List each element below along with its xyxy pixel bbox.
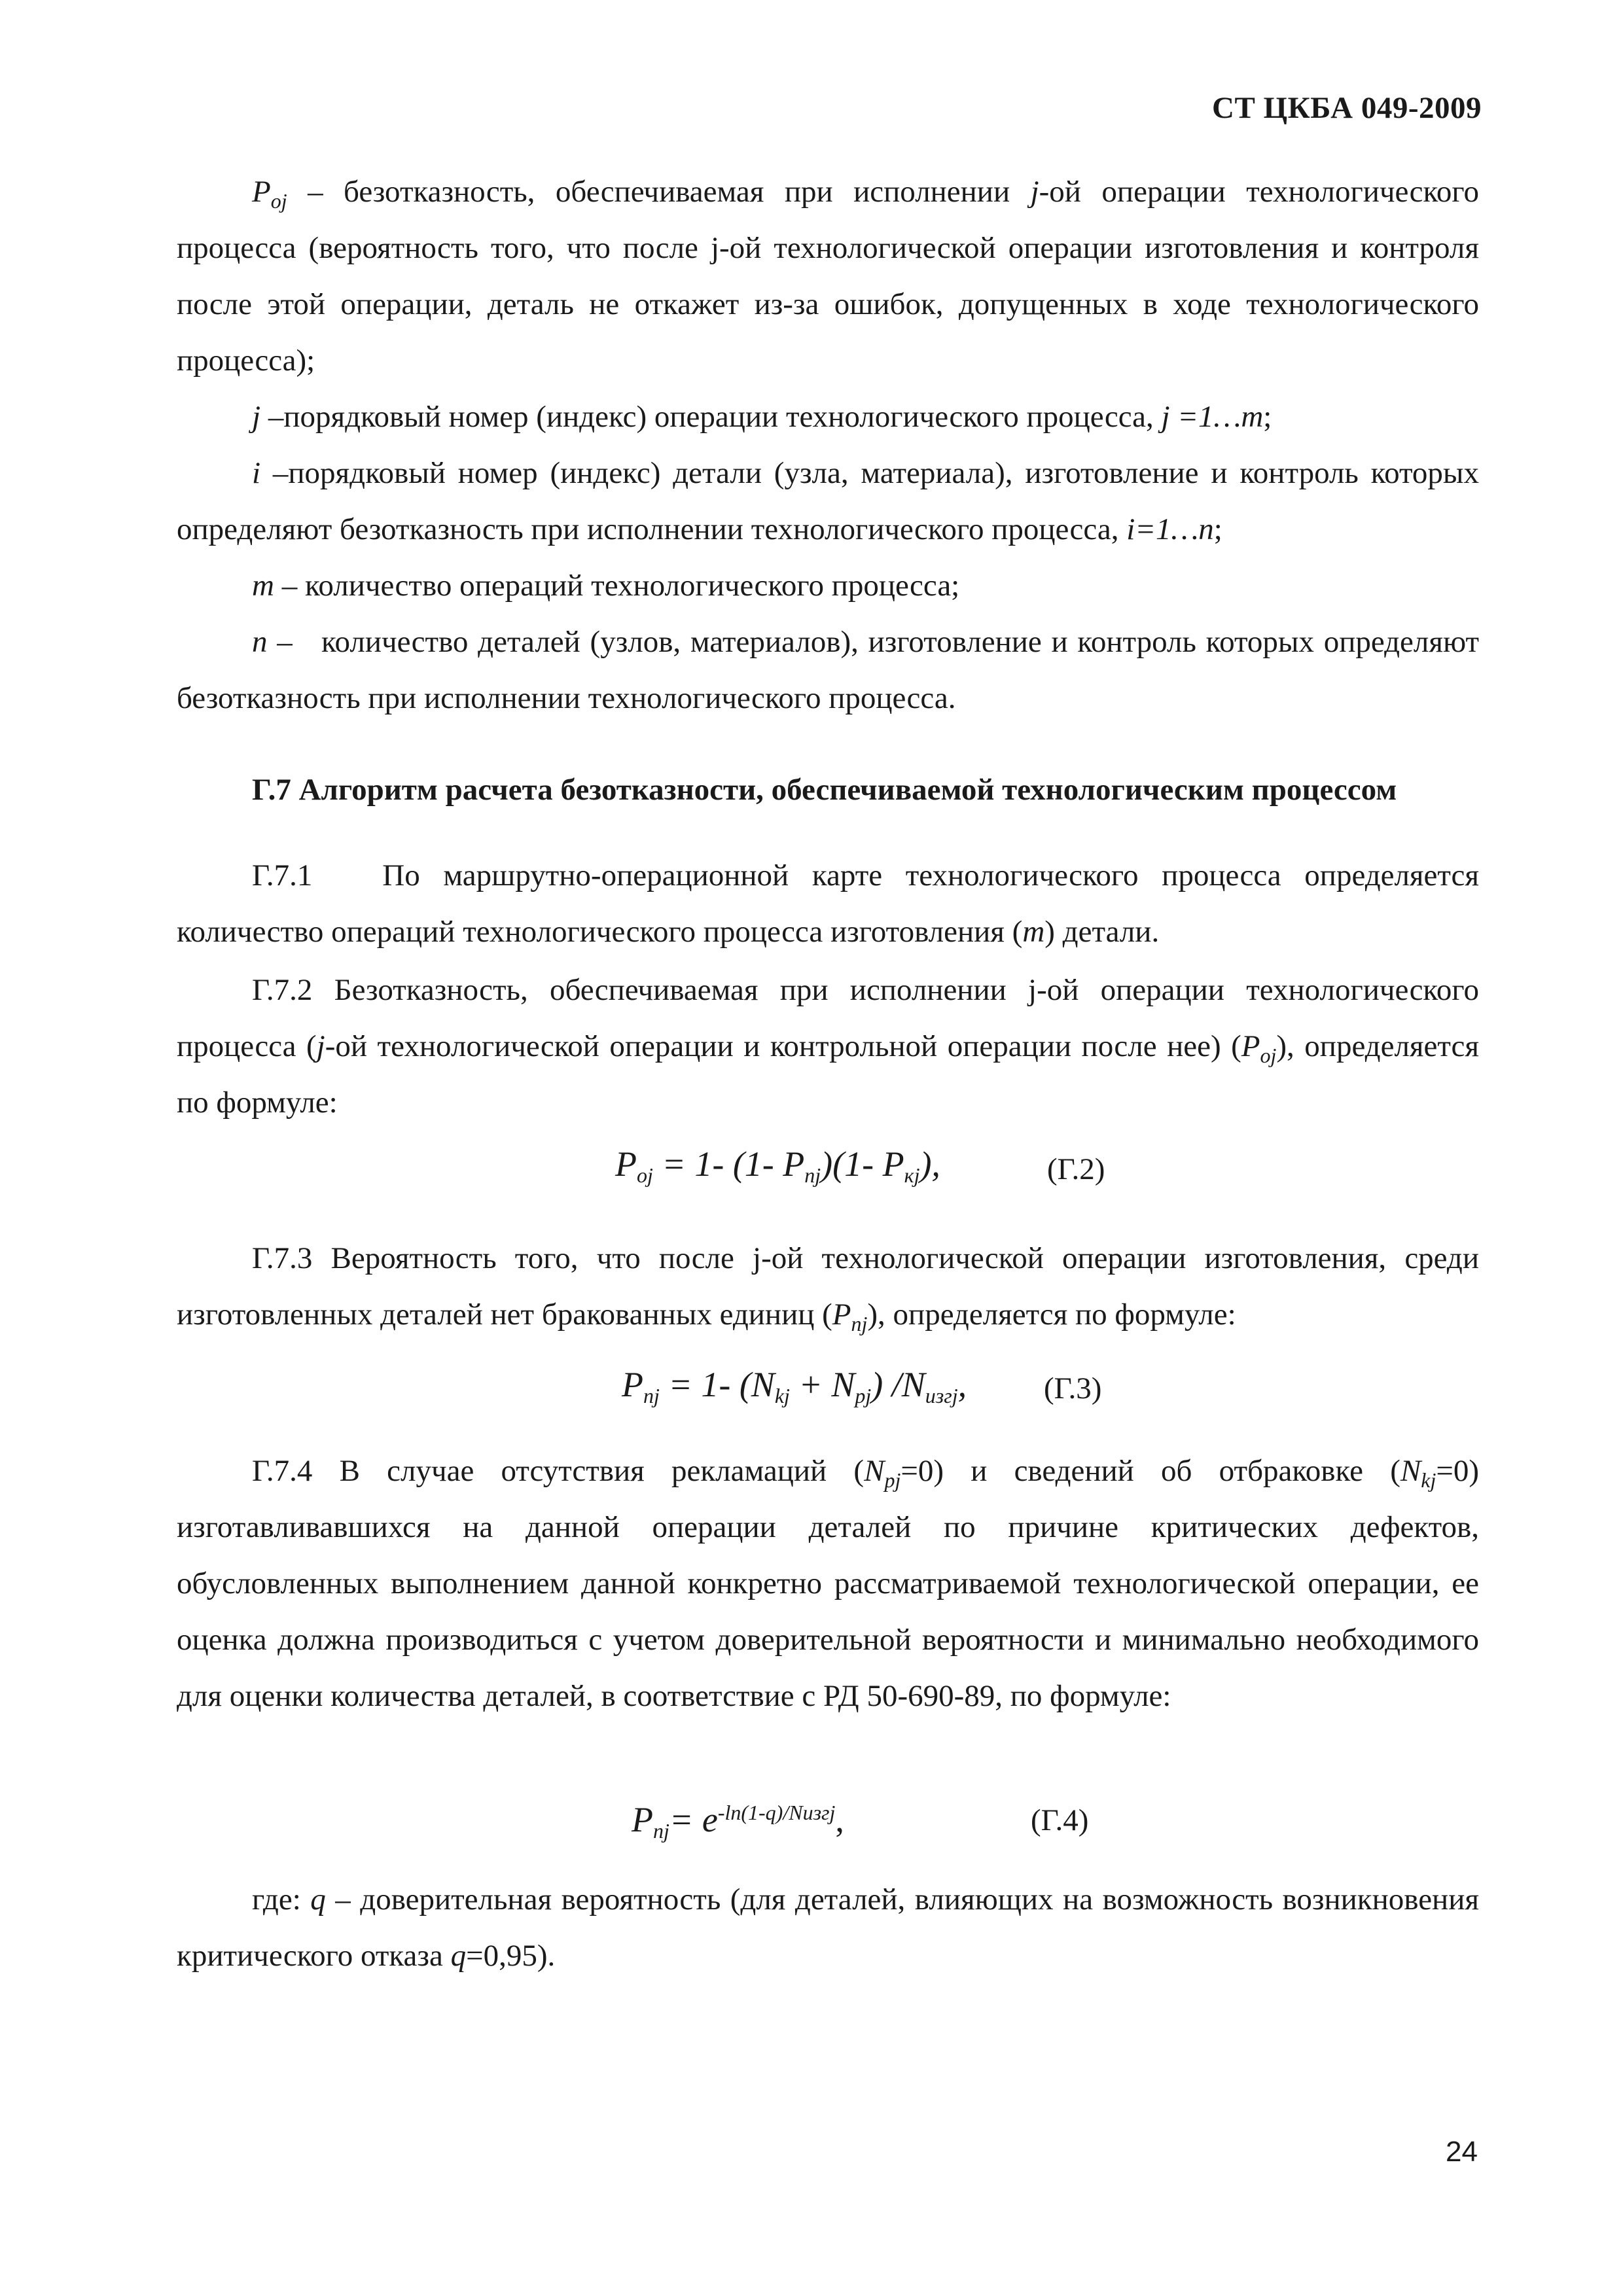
- formula-g2-number: (Г.2): [1047, 1152, 1105, 1186]
- paragraph-g73: Г.7.3 Вероятность того, что после j-ой технологической операции изготовления, среди изготовленных деталей нет бракованных единиц $(P_{nj})$, определяется по формуле:: [177, 1241, 1479, 1335]
- formula-g4: $P_{nj}= e^{-ln(1-q)/Nизгj}$,: [632, 1800, 844, 1843]
- formula-g4-number: (Г.4): [1031, 1803, 1089, 1837]
- definition-p-oj: $P_{oj}$ – безотказность, обеспечиваемая при исполнении j-ой операции технологического процесса (вероятность того, что после j-ой технологической операции изготовления и контроля после этой операции, деталь не откажет из-за ошибок, допущенных в ходе технологического процесса);: [177, 175, 1480, 378]
- page-number: 24: [1446, 2136, 1478, 2168]
- paragraph-g74: Г.7.4 В случае отсутствия рекламаций $(N_{pj}=0)$ и сведений об отбраковке $(N_{kj}=0)$ изготавливавшихся на данной операции деталей по причине критических дефектов, обусловленных выполнением данной конкретно рассматриваемой технологической операции, ее оценка должна производиться с учетом доверительной вероятности и минимально необходимого для оценки количества деталей, в соответствие с РД 50-690-89, по формуле:: [177, 1454, 1479, 1713]
- definitions-block: [177, 164, 1479, 726]
- paragraph-g72: Г.7.2 Безотказность, обеспечиваемая при исполнении j-ой операции технологического процесса (j-ой технологической операции и контрольной операции после нее) $(P_{oj})$, определяется по формуле:: [177, 973, 1479, 1120]
- document-code: СТ ЦКБА 049-2009: [1212, 91, 1482, 125]
- definition-n: n – количество деталей (узлов, материалов), изготовление и контроль которых определяют безотказность при исполнении технологического процесса.: [177, 625, 1480, 715]
- definition-i: i –порядковый номер (индекс) детали (узла, материала), изготовление и контроль которых определяют безотказность при исполнении технологического процесса, i=1…n;: [177, 456, 1479, 546]
- paragraph-where: где: q – доверительная вероятность (для деталей, влияющих на возможность возникновения критического отказа q=0,95).: [177, 1882, 1479, 1973]
- paragraph-g71: Г.7.1 По маршрутно-операционной карте технологического процесса определяется количество операций технологического процесса изготовления (m) детали.: [177, 858, 1479, 949]
- definition-m: m – количество операций технологического процесса;: [252, 569, 960, 603]
- definition-j: j –порядковый номер (индекс) операции технологического процесса, j =1…m;: [252, 400, 1272, 434]
- formula-g2: $P_{oj} = 1-$ (1- $P_{nj})(1-$ $P_{кj}$),: [615, 1144, 940, 1187]
- section-heading: Г.7 Алгоритм расчета безотказности, обеспечиваемой технологическим процессом: [252, 773, 1397, 807]
- formula-g3-number: (Г.3): [1044, 1371, 1102, 1405]
- formula-g3: $P_{nj} = 1-$ $(N_{kj} + N_{pj})$ $/N_{изгj}$,: [622, 1365, 967, 1407]
